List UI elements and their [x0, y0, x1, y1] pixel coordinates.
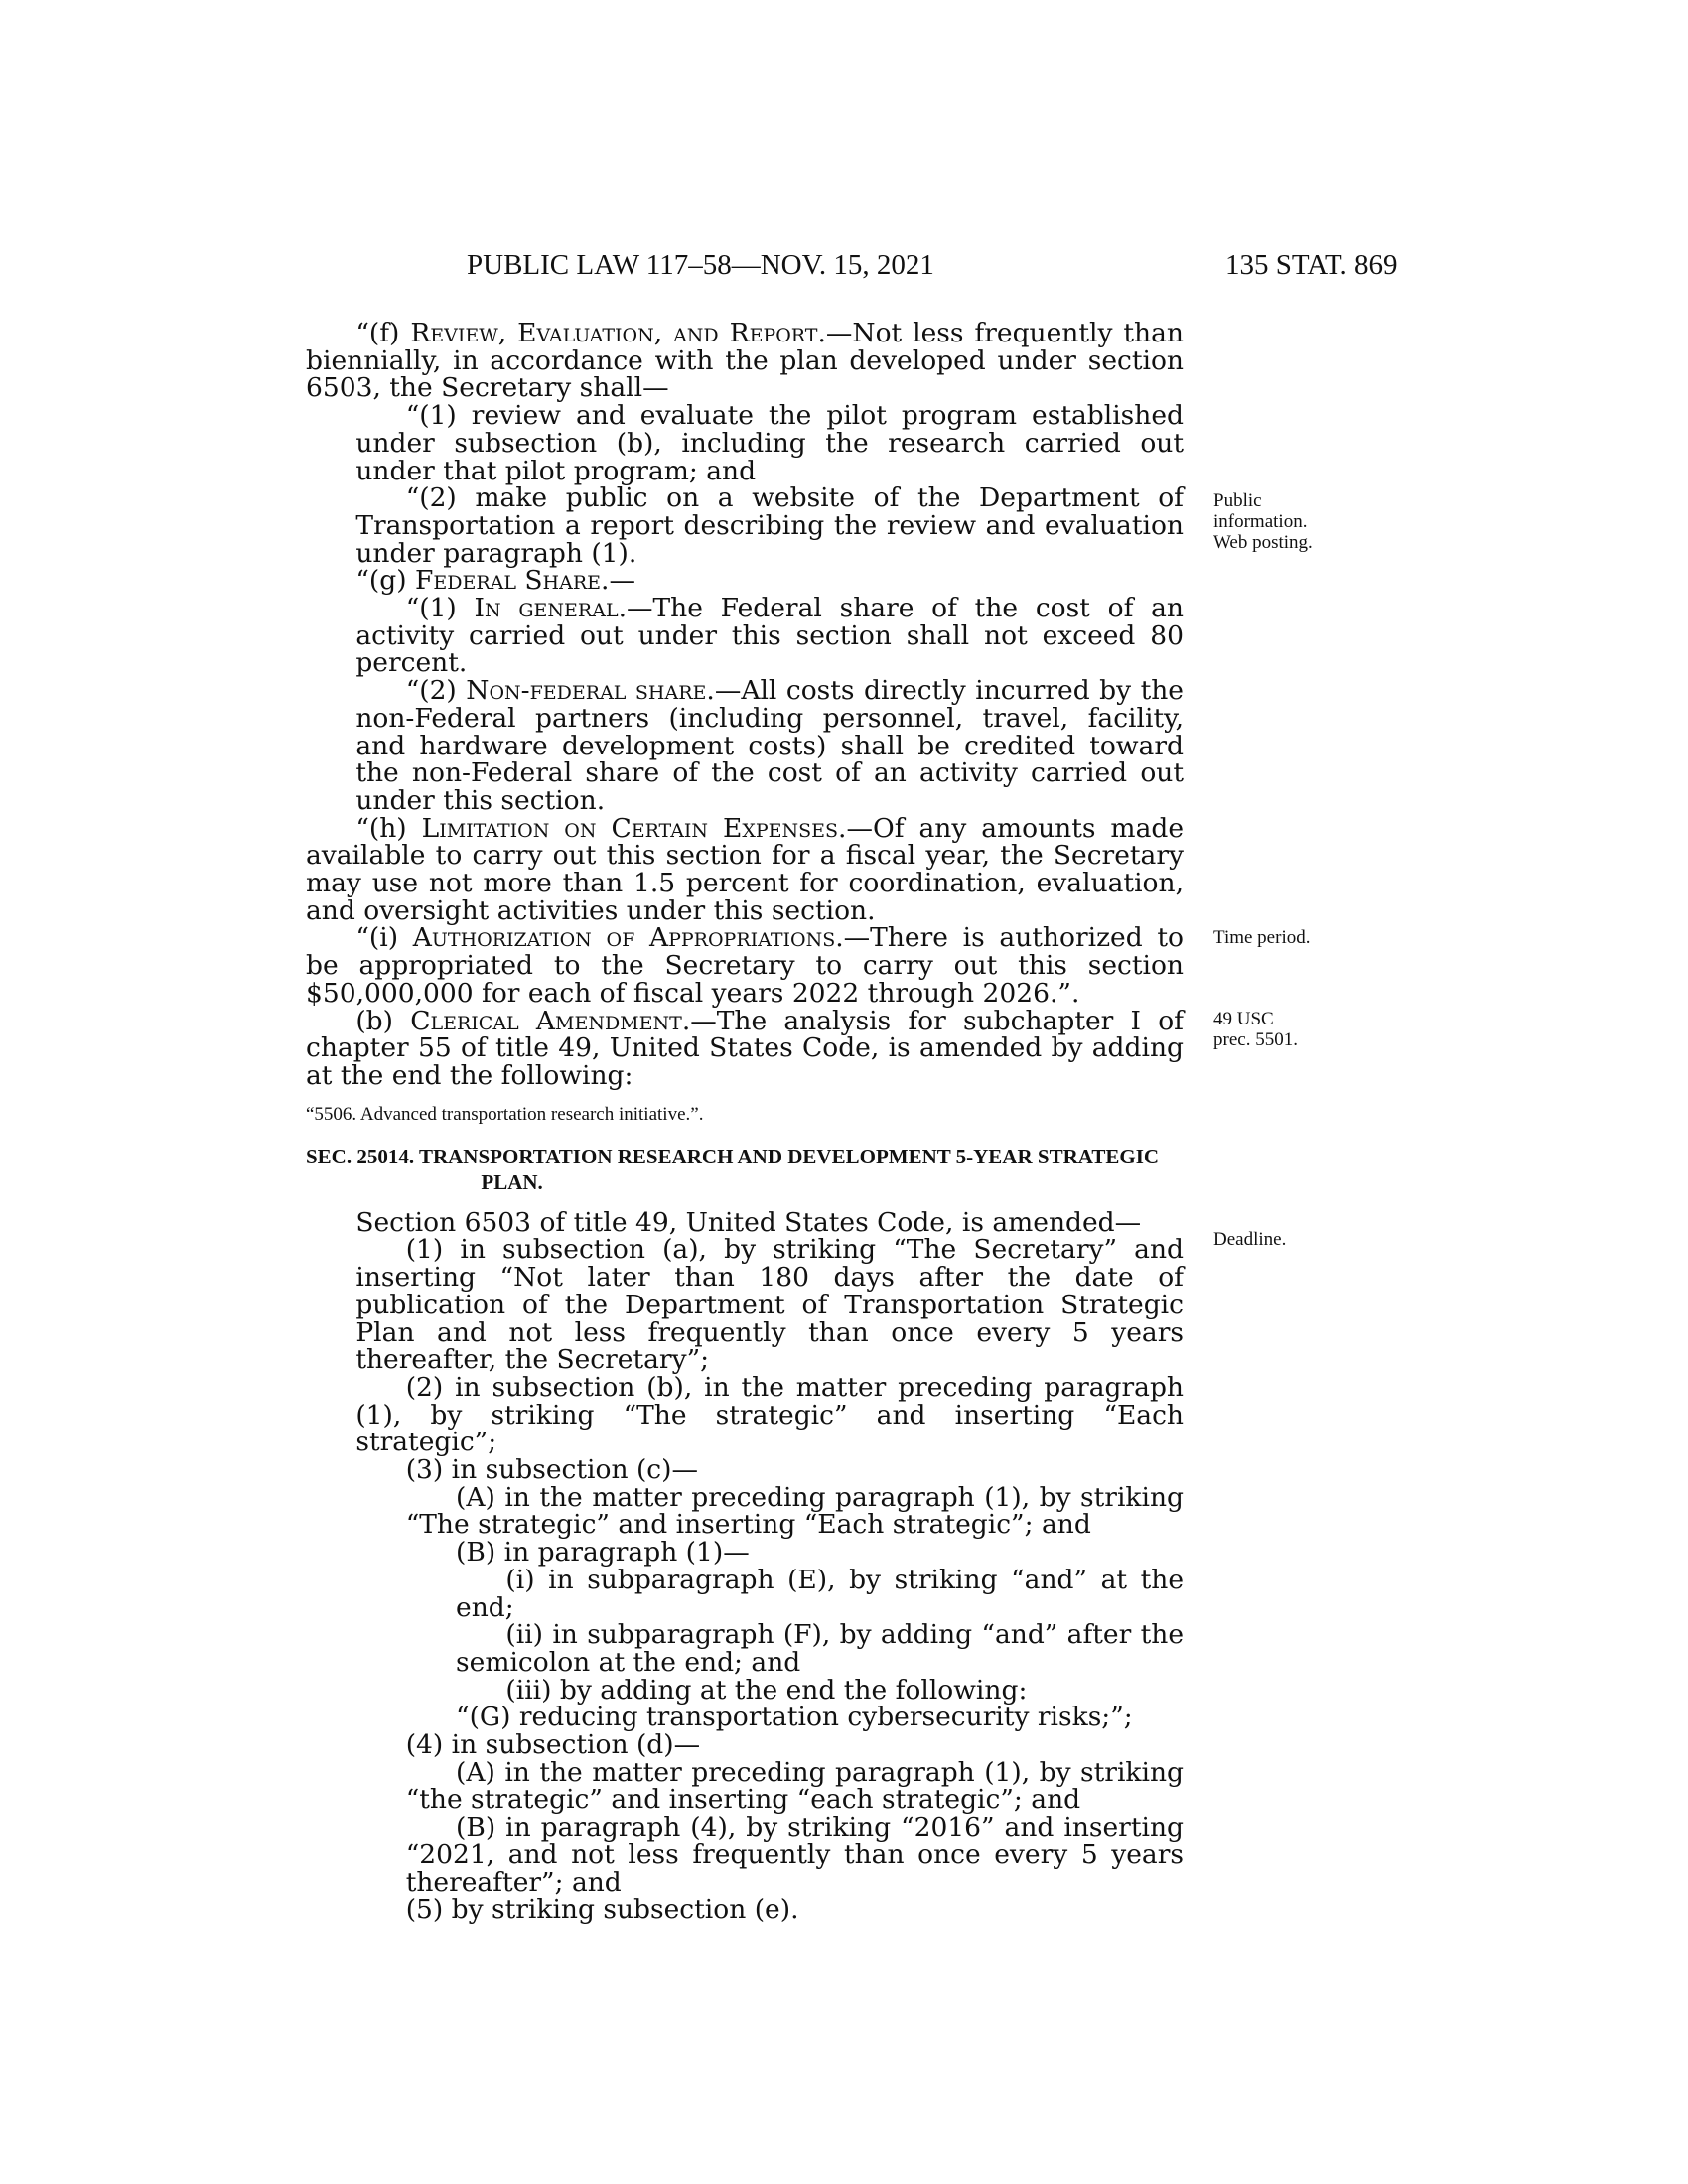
page-header-left: PUBLIC LAW 117–58—NOV. 15, 2021: [467, 249, 934, 281]
item-3: (3) in subsection (c)—: [405, 1454, 698, 1486]
subsection-b-heading: Clerical Amendment: [410, 1005, 682, 1036]
margin-note-line: prec. 5501.: [1213, 1029, 1298, 1050]
paragraph-f1: “(1) review and evaluate the pilot program established under subsection (b), including the research carried out under that pilot program; and: [355, 400, 1184, 486]
paragraph-g1-heading: In general: [474, 593, 619, 624]
item-4-A: (A) in the matter preceding paragraph (1), by striking “the strategic” and inserting “each strategic”; and: [405, 1756, 1184, 1816]
paragraph-g2-text: .—All costs directly incurred by the non-Federal partners (including personnel, travel, facility, and hardware development costs) shall be credited toward the non-Federal share of the cost of an activity carried out under this section.: [355, 675, 1184, 816]
amendment-line: “5506. Advanced transportation research initiative.”.: [306, 1103, 704, 1125]
subsection-b: [306, 1005, 1184, 1091]
margin-note-line: Public: [1213, 490, 1262, 511]
item-2: (2) in subsection (b), in the matter preceding paragraph (1), by striking “The strategic” and inserting “Each strategic”;: [355, 1371, 1184, 1458]
item-3-G: “(G) reducing transportation cybersecurity risks;”;: [456, 1702, 1133, 1733]
paragraph-g1-text: .—The Federal share of the cost of an activity carried out under this section shall not exceed 80 percent.: [355, 593, 1184, 679]
item-3-B: (B) in paragraph (1)—: [456, 1537, 750, 1569]
subsection-b-label: (b): [355, 1005, 411, 1036]
item-3-B-iii: (iii) by adding at the end the following:: [505, 1674, 1028, 1706]
item-4: (4) in subsection (d)—: [405, 1729, 701, 1761]
page-body: [306, 320, 1184, 1924]
subsection-h-heading: Limitation on Certain Expenses: [421, 812, 839, 844]
margin-note-time-period: [1213, 927, 1362, 948]
subsection-i-text: .—There is authorized to be appropriated to the Secretary to carry out this section $50,000,000 for each of fiscal years 2022 through 2026.”.: [306, 922, 1185, 1009]
subsection-g: [306, 567, 1184, 595]
item-4-B: (B) in paragraph (4), by striking “2016” and inserting “2021, and not less frequently than once every 5 years thereafter”; and: [405, 1812, 1184, 1898]
subsection-i-heading: Authorization of Appropriations: [412, 922, 836, 954]
subsection-f-label: “(f): [355, 318, 411, 348]
subsection-f-heading: Review, Evaluation, and Report: [410, 318, 818, 348]
subsection-i: [306, 924, 1184, 1007]
section-heading: SEC. 25014. TRANSPORTATION RESEARCH AND DEVELOPMENT 5-YEAR STRATEGIC PLAN.: [306, 1144, 1160, 1194]
subsection-i-label: “(i): [355, 922, 413, 954]
subsection-f: [306, 320, 1184, 402]
paragraph-g1: [306, 595, 1184, 677]
section-intro: Section 6503 of title 49, United States Code, is amended—: [355, 1206, 1142, 1238]
margin-note-line: Deadline.: [1213, 1229, 1287, 1250]
subsection-h-label: “(h): [355, 812, 422, 844]
paragraph-g2-heading: Non-federal share: [466, 675, 707, 707]
margin-note-line: Web posting.: [1213, 532, 1313, 553]
paragraph-g2-label: “(2): [405, 675, 467, 707]
margin-note-line: 49 USC: [1213, 1009, 1274, 1029]
item-3-A: (A) in the matter preceding paragraph (1), by striking “The strategic” and inserting “Each strategic”; and: [405, 1481, 1184, 1541]
item-3-B-ii: (ii) in subparagraph (F), by adding “and” after the semicolon at the end; and: [456, 1619, 1184, 1678]
margin-note-deadline: [1213, 1229, 1362, 1250]
item-1: (1) in subsection (a), by striking “The Secretary” and inserting “Not later than 180 days after the date of publication of the Department of Transportation Strategic Plan and not less frequently than once every 5 years thereafter, the Secretary”;: [355, 1234, 1184, 1376]
subsection-g-label: “(g): [355, 565, 415, 597]
subsection-f-text: .—Not less frequently than biennially, in accordance with the plan developed under section 6503, the Secretary shall—: [306, 318, 1184, 404]
margin-note-public-information: [1213, 490, 1362, 553]
subsection-h-text: .—Of any amounts made available to carry out this section for a fiscal year, the Secretary may use not more than 1.5 percent for coordination, evaluation, and oversight activities under this section.: [306, 812, 1185, 926]
margin-note-line: information.: [1213, 511, 1308, 532]
subsection-h: [306, 812, 1185, 926]
paragraph-g2: [306, 677, 1184, 815]
subsection-g-heading: Federal Share: [414, 565, 602, 597]
paragraph-f2: “(2) make public on a website of the Department of Transportation a report describing the review and evaluation under paragraph (1).: [355, 482, 1184, 569]
subsection-b-text: .—The analysis for subchapter I of chapter 55 of title 49, United States Code, is amended by adding at the end the following:: [306, 1005, 1184, 1091]
item-3-B-i: (i) in subparagraph (E), by striking “and” at the end;: [456, 1564, 1184, 1623]
margin-note-line: Time period.: [1213, 927, 1311, 948]
paragraph-g1-label: “(1): [405, 593, 475, 624]
margin-note-usc: [1213, 1009, 1362, 1050]
item-5: (5) by striking subsection (e).: [405, 1894, 799, 1926]
subsection-g-text: .—: [601, 565, 635, 597]
page-header-right: 135 STAT. 869: [1225, 249, 1398, 281]
